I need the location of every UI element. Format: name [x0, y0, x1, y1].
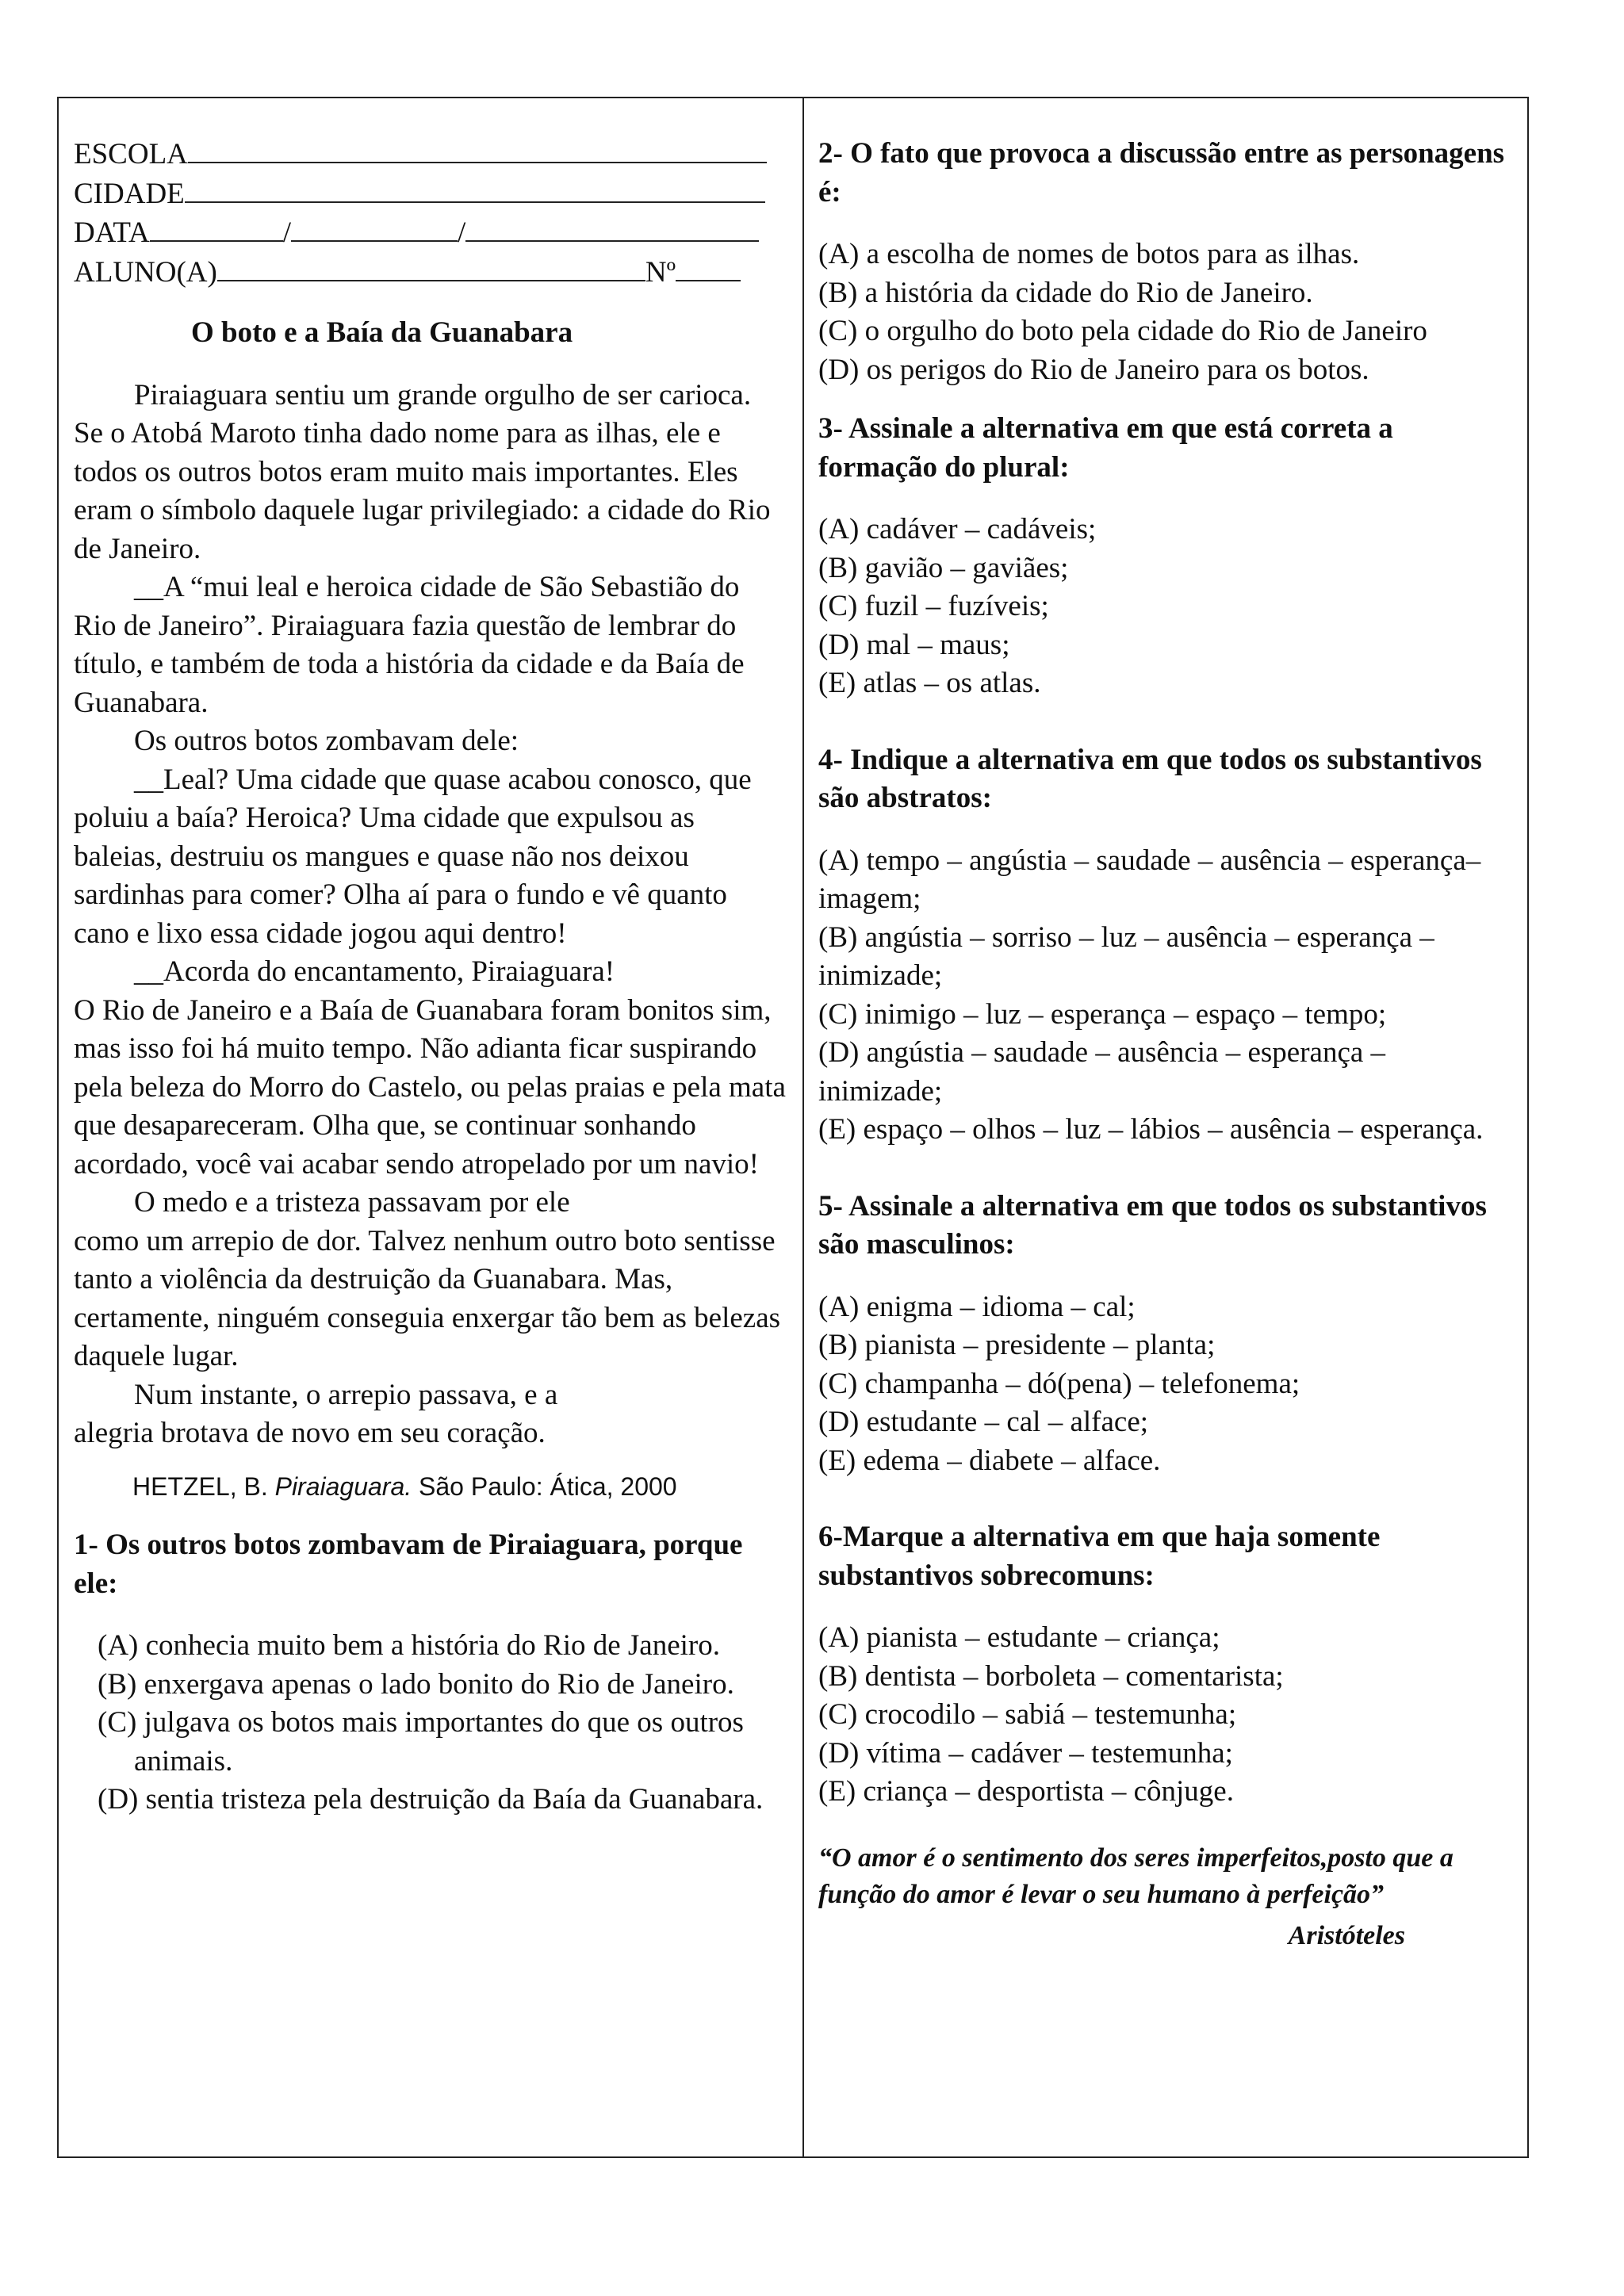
text-paragraph: __Leal? Uma cidade que quase acabou conosco, que poluiu a baía? Heroica? Uma cidade que expulsou as baleias, destruiu os mangues e quase não nos deixou sardinhas para comer? Olha aí para o fundo e vê quanto cano e lixo essa cidade jogou aqui dentro! — [74, 763, 752, 950]
option-c[interactable]: (C) julgava os botos mais importantes do que os outros animais. — [98, 1706, 744, 1777]
city-line — [74, 174, 787, 214]
option-a[interactable]: (A) pianista – estudante – criança; — [818, 1621, 1220, 1654]
option-b[interactable]: (B) pianista – presidente – planta; — [818, 1329, 1216, 1361]
option-c[interactable]: (C) champanha – dó(pena) – telefonema; — [818, 1367, 1300, 1400]
option-d[interactable]: (D) angústia – saudade – ausência – esperança – inimizade; — [818, 1036, 1386, 1108]
closing-quote: “O amor é o sentimento dos seres imperfeitos,posto que a função do amor é levar o seu humano à perfeição” — [818, 1843, 1454, 1909]
option-d[interactable]: (D) sentia tristeza pela destruição da Baía da Guanabara. — [98, 1783, 764, 1816]
question-5-options — [818, 1288, 1516, 1481]
right-column — [818, 135, 1516, 1954]
option-c[interactable]: (C) crocodilo – sabiá – testemunha; — [818, 1698, 1237, 1731]
option-d[interactable]: (D) os perigos do Rio de Janeiro para os botos. — [818, 353, 1369, 386]
option-c[interactable]: (C) fuzil – fuzíveis; — [818, 590, 1049, 622]
school-blank[interactable] — [188, 135, 767, 163]
option-e[interactable]: (E) atlas – os atlas. — [818, 667, 1041, 699]
date-day-blank[interactable] — [150, 213, 283, 242]
text-paragraph: __A “mui leal e heroica cidade de São Sebastião do Rio de Janeiro”. Piraiaguara fazia questão de lembrar do título, e também de toda a história da cidade e da Baía de Guanabara. — [74, 571, 745, 719]
question-4-options — [818, 842, 1516, 1150]
number-label: Nº — [645, 255, 676, 289]
question-3-options — [818, 511, 1516, 703]
school-line — [74, 135, 787, 174]
option-b[interactable]: (B) enxergava apenas o lado bonito do Rio de Janeiro. — [98, 1667, 734, 1701]
option-b[interactable]: (B) angústia – sorriso – luz – ausência – esperança –inimizade; — [818, 920, 1434, 992]
student-number-blank[interactable] — [676, 253, 741, 281]
option-a[interactable]: (A) conhecia muito bem a história do Rio de Janeiro. — [98, 1629, 721, 1662]
option-b[interactable]: (B) a história da cidade do Rio de Janeiro. — [818, 276, 1313, 309]
option-e[interactable]: (E) criança – desportista – cônjuge. — [818, 1775, 1234, 1808]
question-1-label: 1- Os outros botos zombavam de Piraiaguara, porque ele: — [74, 1529, 743, 1600]
student-line — [74, 253, 787, 293]
date-slash-2: / — [457, 216, 466, 249]
left-column — [74, 135, 787, 1858]
option-d[interactable]: (D) vítima – cadáver – testemunha; — [818, 1736, 1233, 1770]
student-label: ALUNO(A) — [74, 255, 217, 289]
option-a[interactable]: (A) tempo – angústia – saudade – ausência – esperança– imagem; — [818, 844, 1481, 915]
text-paragraph: __Acorda do encantamento, Piraiaguara! — [134, 955, 615, 988]
option-a[interactable]: (A) enigma – idioma – cal; — [818, 1290, 1136, 1323]
option-c[interactable]: (C) inimigo – luz – esperança – espaço – tempo; — [818, 997, 1387, 1031]
city-blank[interactable] — [185, 174, 765, 203]
option-a[interactable]: (A) cadáver – cadáveis; — [818, 513, 1097, 545]
text-paragraph: como um arrepio de dor. Talvez nenhum outro boto sentisse tanto a violência da destruição da Guanabara. Mas, certamente, ninguém conseguia enxergar tão bem as belezas daquele lugar. — [74, 1224, 781, 1372]
question-2-options — [818, 235, 1516, 389]
question-3-label: 3- Assinale a alternativa em que está correta a formação do plural: — [818, 412, 1393, 484]
date-year-blank[interactable] — [465, 213, 759, 242]
question-6-label: 6-Marque a alternativa em que haja somente substantivos sobrecomuns: — [818, 1521, 1381, 1592]
question-1-options — [74, 1627, 787, 1820]
option-d[interactable]: (D) mal – maus; — [818, 628, 1010, 661]
option-e[interactable]: (E) edema – diabete – alface. — [818, 1444, 1161, 1477]
quote-author: Aristóteles — [1288, 1920, 1405, 1950]
citation-publisher: São Paulo: Ática, 2000 — [419, 1471, 677, 1501]
citation-author: HETZEL, B. — [132, 1471, 268, 1501]
citation-book: Piraiaguara. — [274, 1471, 412, 1501]
text-paragraph: Piraiaguara sentiu um grande orgulho de ser carioca. Se o Atobá Maroto tinha dado nome para as ilhas, ele e todos os outros botos eram muito mais importantes. Eles eram o símbolo daquele lugar privilegiado: a cidade do Rio de Janeiro. — [74, 378, 771, 565]
citation — [132, 1468, 787, 1506]
option-d[interactable]: (D) estudante – cal – alface; — [818, 1406, 1149, 1438]
option-b[interactable]: (B) gavião – gaviães; — [818, 551, 1069, 584]
text-paragraph: Os outros botos zombavam dele: — [134, 725, 519, 757]
student-name-blank[interactable] — [217, 253, 645, 281]
school-label: ESCOLA — [74, 138, 188, 170]
text-paragraph: alegria brotava de novo em seu coração. — [74, 1417, 546, 1449]
option-e[interactable]: (E) espaço – olhos – luz – lábios – ausência – esperança. — [818, 1113, 1484, 1146]
option-c[interactable]: (C) o orgulho do boto pela cidade do Rio de Janeiro — [818, 315, 1427, 347]
date-slash-1: / — [282, 216, 291, 249]
text-paragraph: Num instante, o arrepio passava, e a — [134, 1378, 558, 1411]
question-5-label: 5- Assinale a alternativa em que todos os substantivos são masculinos: — [818, 1189, 1487, 1261]
option-a[interactable]: (A) a escolha de nomes de botos para as ilhas. — [818, 238, 1360, 270]
text-paragraph: O Rio de Janeiro e a Baía de Guanabara foram bonitos sim, mas isso foi há muito tempo. Não adianta ficar suspirando pela beleza do Morro do Castelo, ou pelas praias e pela mata que desapareceram. Olha que, se continuar sonhando acordado, você vai acabar sendo atropelado por um navio! — [74, 993, 786, 1181]
text-paragraph: O medo e a tristeza passavam por ele — [134, 1186, 570, 1219]
city-label: CIDADE — [74, 177, 185, 210]
question-2-label: 2- O fato que provoca a discussão entre as personagens é: — [818, 137, 1505, 209]
question-6-options — [818, 1619, 1516, 1812]
date-line — [74, 213, 787, 253]
text-title: O boto e a Baía da Guanabara — [191, 316, 573, 349]
question-4-label: 4- Indique a alternativa em que todos os substantivos são abstratos: — [818, 743, 1482, 814]
option-b[interactable]: (B) dentista – borboleta – comentarista; — [818, 1659, 1284, 1693]
column-divider — [802, 97, 804, 2158]
date-label: DATA — [74, 216, 150, 249]
date-month-blank[interactable] — [291, 213, 458, 242]
